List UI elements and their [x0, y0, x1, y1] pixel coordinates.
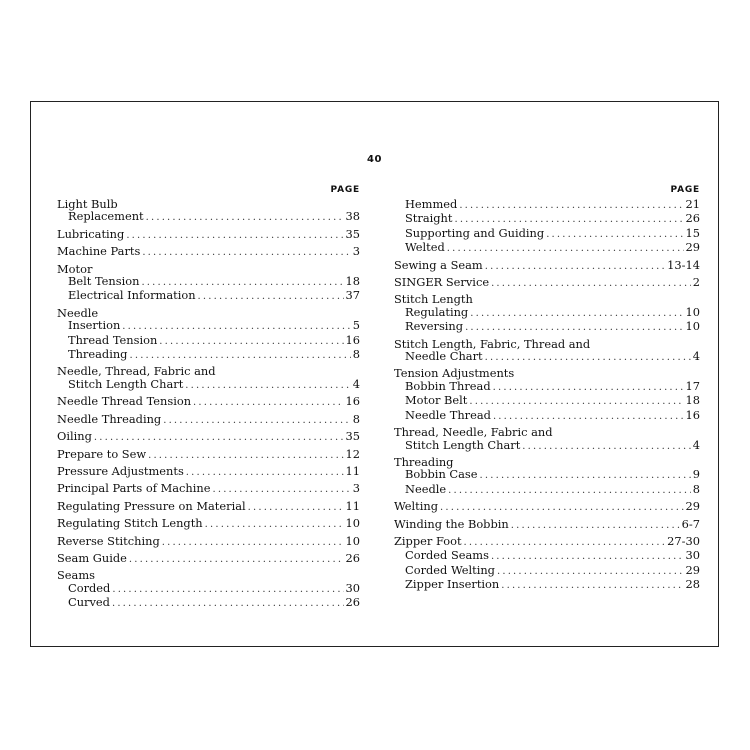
- entry-text: Sewing a Seam: [394, 257, 483, 272]
- index-entry: [57, 245, 360, 259]
- index-subentry: [394, 468, 700, 482]
- entry-page-number: 10: [685, 319, 700, 334]
- index-list-right: [394, 198, 700, 593]
- entry-page-number: 37: [345, 288, 360, 303]
- index-group: [57, 263, 360, 304]
- index-entry: [57, 500, 360, 514]
- dot-leader: [141, 275, 343, 289]
- index-group: [57, 535, 360, 549]
- entry-text: Regulating: [405, 304, 469, 319]
- index-subentry: [394, 212, 700, 226]
- entry-page-number: 18: [685, 393, 700, 408]
- entry-text: Principal Parts of Machine: [57, 481, 211, 496]
- dot-leader: [163, 413, 351, 427]
- entry-text: SINGER Service: [394, 275, 490, 290]
- index-group: [57, 482, 360, 496]
- index-subentry: [57, 275, 360, 289]
- entry-text: Pressure Adjustments: [57, 463, 184, 478]
- dot-leader: [212, 482, 350, 496]
- entry-text: Threading: [68, 347, 128, 362]
- index-entry: [57, 517, 360, 531]
- entry-page-number: 29: [685, 240, 700, 255]
- entry-page-number: 16: [345, 332, 360, 347]
- entry-text: Seam Guide: [57, 550, 127, 565]
- index-column-right: [394, 184, 700, 596]
- entry-page-number: 6-7: [681, 516, 700, 531]
- entry-text: Hemmed: [405, 197, 458, 211]
- entry-text: Regulating Pressure on Material: [57, 498, 246, 513]
- index-entry: [57, 228, 360, 242]
- dot-leader: [94, 430, 344, 444]
- entry-page-number: 5: [352, 318, 360, 333]
- entry-page-number: 29: [685, 499, 700, 514]
- index-subentry: [394, 439, 700, 453]
- index-group: [394, 259, 700, 273]
- entry-text: Machine Parts: [57, 244, 141, 259]
- entry-page-number: 35: [345, 429, 360, 444]
- index-group: [394, 276, 700, 290]
- dot-leader: [198, 289, 344, 303]
- index-group: [394, 518, 700, 532]
- entry-text: Needle: [405, 481, 447, 496]
- index-group: [394, 426, 700, 453]
- index-entry: [57, 552, 360, 566]
- entry-text: Motor Belt: [405, 393, 468, 408]
- entry-text: Insertion: [68, 318, 121, 333]
- entry-text: Needle Chart: [405, 349, 483, 364]
- entry-page-number: 12: [345, 446, 360, 461]
- entry-text: Oiling: [57, 429, 92, 444]
- index-subentry: [57, 378, 360, 392]
- index-subentry: [394, 198, 700, 212]
- entry-text: Welting: [394, 499, 439, 514]
- entry-page-number: 30: [345, 580, 360, 595]
- entry-page-number: 10: [345, 533, 360, 548]
- entry-page-number: 28: [685, 577, 700, 592]
- index-subentry: [394, 227, 700, 241]
- dot-leader: [185, 378, 350, 392]
- entry-text: Regulating Stitch Length: [57, 516, 203, 531]
- dot-leader: [522, 439, 690, 453]
- dot-leader: [146, 210, 344, 224]
- index-subentry: [394, 350, 700, 364]
- page-number: 40: [367, 154, 382, 165]
- index-group: [57, 307, 360, 363]
- entry-page-number: 9: [692, 467, 700, 482]
- entry-text: Reverse Stitching: [57, 533, 160, 548]
- dot-leader: [112, 582, 343, 596]
- index-group: [57, 198, 360, 225]
- dot-leader: [112, 596, 344, 610]
- dot-leader: [440, 500, 683, 514]
- entry-text: Stitch Length Chart: [405, 437, 521, 452]
- entry-text: Winding the Bobbin: [394, 516, 509, 531]
- entry-page-number: 10: [345, 516, 360, 531]
- entry-text: Thread Tension: [68, 332, 158, 347]
- entry-text: Supporting and Guiding: [405, 225, 545, 240]
- dot-leader: [491, 276, 691, 290]
- index-entry: [57, 413, 360, 427]
- dot-leader: [162, 535, 344, 549]
- entry-text: Electrical Information: [68, 288, 196, 303]
- entry-page-number: 8: [352, 411, 360, 426]
- entry-text: Needle Thread: [405, 407, 491, 422]
- index-entry: [394, 535, 700, 549]
- index-heading: Motor: [57, 261, 93, 276]
- dot-leader: [501, 578, 683, 592]
- entry-page-number: 10: [685, 304, 700, 319]
- index-group: [57, 552, 360, 566]
- dot-leader: [248, 500, 344, 514]
- index-subentry: [57, 582, 360, 596]
- entry-page-number: 26: [345, 595, 360, 610]
- dot-leader: [464, 535, 666, 549]
- dot-leader: [126, 228, 343, 242]
- index-subentry: [57, 348, 360, 362]
- entry-page-number: 16: [685, 407, 700, 422]
- dot-leader: [122, 319, 350, 333]
- dot-leader: [485, 350, 691, 364]
- entry-text: Belt Tension: [68, 274, 140, 289]
- entry-text: Prepare to Sew: [57, 446, 147, 461]
- dot-leader: [491, 549, 684, 563]
- entry-text: Lubricating: [57, 226, 125, 241]
- index-subentry: [394, 483, 700, 497]
- index-entry: [57, 448, 360, 462]
- index-entry: [394, 518, 700, 532]
- index-subentry: [394, 549, 700, 563]
- index-heading: Needle, Thread, Fabric and: [57, 364, 216, 379]
- page-column-header: PAGE: [670, 185, 700, 195]
- index-subentry: [57, 596, 360, 610]
- index-group: [394, 456, 700, 497]
- entry-text: Corded Seams: [405, 548, 489, 563]
- entry-page-number: 4: [692, 349, 700, 364]
- dot-leader: [186, 465, 344, 479]
- index-group: [57, 430, 360, 444]
- index-group: [394, 293, 700, 334]
- index-subentry: [394, 578, 700, 592]
- entry-text: Needle Threading: [57, 411, 162, 426]
- entry-page-number: 4: [692, 437, 700, 452]
- index-subentry: [394, 564, 700, 578]
- index-subentry: [394, 320, 700, 334]
- entry-text: Corded Welting: [405, 562, 495, 577]
- page-column-header: PAGE: [330, 185, 360, 195]
- entry-page-number: 29: [685, 562, 700, 577]
- index-group: [57, 365, 360, 392]
- entry-page-number: 13-14: [667, 257, 700, 272]
- index-heading: Stitch Length: [394, 292, 473, 307]
- index-group: [57, 395, 360, 409]
- index-heading: Light Bulb: [57, 197, 118, 211]
- dot-leader: [148, 448, 343, 462]
- entry-page-number: 38: [345, 209, 360, 224]
- entry-text: Needle Thread Tension: [57, 394, 192, 409]
- dot-leader: [497, 564, 684, 578]
- index-subentry: [394, 394, 700, 408]
- entry-text: Welted: [405, 240, 445, 255]
- index-group: [57, 228, 360, 242]
- entry-page-number: 21: [685, 197, 700, 211]
- entry-page-number: 2: [692, 275, 700, 290]
- dot-leader: [485, 259, 665, 273]
- dot-leader: [470, 306, 683, 320]
- dot-leader: [454, 212, 683, 226]
- entry-page-number: 3: [352, 244, 360, 259]
- dot-leader: [448, 483, 691, 497]
- entry-page-number: 26: [685, 211, 700, 226]
- entry-page-number: 4: [352, 376, 360, 391]
- dot-leader: [546, 227, 683, 241]
- index-group: [57, 517, 360, 531]
- index-subentry: [57, 319, 360, 333]
- index-entry: [57, 395, 360, 409]
- entry-text: Zipper Foot: [394, 533, 462, 548]
- index-subentry: [394, 380, 700, 394]
- index-group: [57, 465, 360, 479]
- index-subentry: [57, 334, 360, 348]
- entry-page-number: 17: [685, 378, 700, 393]
- entry-page-number: 26: [345, 550, 360, 565]
- dot-leader: [142, 245, 350, 259]
- index-heading: Seams: [57, 568, 95, 583]
- dot-leader: [511, 518, 680, 532]
- dot-leader: [493, 409, 684, 423]
- entry-text: Reversing: [405, 319, 464, 334]
- index-entry: [57, 535, 360, 549]
- entry-page-number: 35: [345, 226, 360, 241]
- entry-text: Stitch Length Chart: [68, 376, 184, 391]
- index-entry: [394, 500, 700, 514]
- index-entry: [57, 482, 360, 496]
- entry-page-number: 27-30: [667, 533, 700, 548]
- entry-page-number: 18: [345, 274, 360, 289]
- index-group: [57, 500, 360, 514]
- index-column-left: [57, 184, 360, 614]
- index-entry: [394, 259, 700, 273]
- dot-leader: [459, 198, 683, 212]
- index-page: [30, 101, 719, 647]
- dot-leader: [480, 468, 691, 482]
- index-subentry: [394, 241, 700, 255]
- index-heading: Needle: [57, 305, 99, 320]
- index-heading: Thread, Needle, Fabric and: [394, 425, 553, 440]
- index-group: [394, 535, 700, 593]
- index-entry: [57, 430, 360, 444]
- entry-page-number: 15: [685, 225, 700, 240]
- index-group: [57, 245, 360, 259]
- dot-leader: [447, 241, 684, 255]
- dot-leader: [129, 552, 344, 566]
- index-group: [394, 367, 700, 423]
- index-entry: [57, 465, 360, 479]
- entry-page-number: 30: [685, 548, 700, 563]
- dot-leader: [493, 380, 684, 394]
- entry-page-number: 16: [345, 394, 360, 409]
- index-subentry: [57, 289, 360, 303]
- entry-text: Replacement: [68, 209, 144, 224]
- entry-text: Straight: [405, 211, 453, 226]
- entry-text: Curved: [68, 595, 110, 610]
- dot-leader: [205, 517, 344, 531]
- index-group: [57, 448, 360, 462]
- entry-text: Zipper Insertion: [405, 577, 500, 592]
- entry-page-number: 8: [692, 481, 700, 496]
- entry-page-number: 11: [345, 463, 360, 478]
- index-heading: Tension Adjustments: [394, 366, 515, 381]
- entry-page-number: 3: [352, 481, 360, 496]
- index-group: [394, 198, 700, 256]
- dot-leader: [159, 334, 343, 348]
- index-subentry: [394, 409, 700, 423]
- index-subentry: [57, 210, 360, 224]
- dot-leader: [465, 320, 683, 334]
- index-heading: Threading: [394, 454, 454, 469]
- index-subentry: [394, 306, 700, 320]
- entry-text: Bobbin Case: [405, 467, 478, 482]
- index-heading: Stitch Length, Fabric, Thread and: [394, 336, 591, 351]
- entry-page-number: 11: [345, 498, 360, 513]
- index-group: [57, 413, 360, 427]
- entry-page-number: 8: [352, 347, 360, 362]
- index-group: [394, 500, 700, 514]
- index-list-left: [57, 198, 360, 611]
- index-group: [394, 338, 700, 365]
- dot-leader: [193, 395, 343, 409]
- index-entry: [394, 276, 700, 290]
- dot-leader: [469, 394, 683, 408]
- index-group: [57, 569, 360, 610]
- dot-leader: [129, 348, 350, 362]
- entry-text: Bobbin Thread: [405, 378, 491, 393]
- entry-text: Corded: [68, 580, 111, 595]
